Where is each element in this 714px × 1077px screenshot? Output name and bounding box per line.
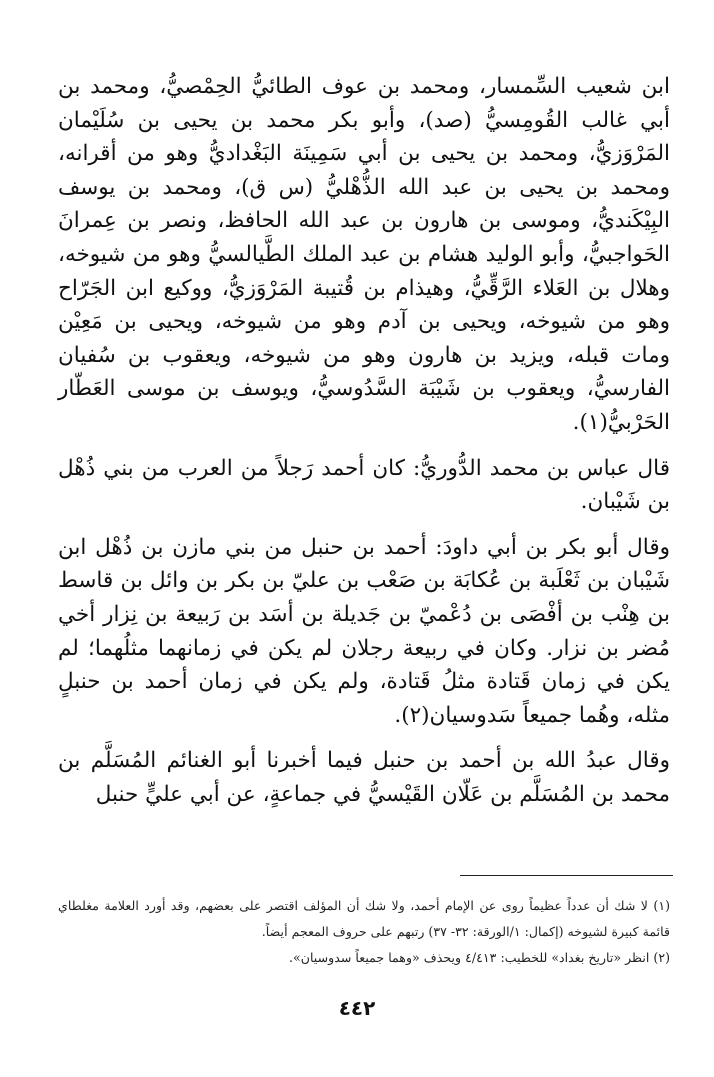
paragraph-2: قال عباس بن محمد الدُّوريُّ: كان أحمد رَجلاً من العرب من بني ذُهْل بن شَيْبان. <box>58 455 670 515</box>
paragraph-1: ابن شعيب السِّمسار، ومحمد بن عوف الطائيُّ الحِمْصيُّ، ومحمد بن أبي غالب القُومِسيُّ (صد)، وأبو بكر محمد بن يحيى بن سُلَيْمان المَرْوَزيُّ، ومحمد بن يحيى بن أبي سَمِينَة البَغْداديُّ وهو من أقرانه، ومحمد بن يحيى بن عبد الله الذُّهْليُّ (س ق)، ومحمد بن يوسف البِيْكَنديُّ، وموسى بن هارون بن عبد الله الحافظ، ونصر بن عِمرانَ الحَواجبيُّ، وأبو الوليد هشام بن عبد الملك الطَّيالسيُّ وهو من شيوخه، وهلال بن العَلاء الرَّقِّيُّ، وهيذام بن قُتيبة المَرْوَزيُّ، ووكيع ابن الجَرّاح وهو من شيوخه، ويحيى بن آدم وهو من شيوخه، ويحيى بن مَعِيْن ومات قبله، ويزيد بن هارون وهو من شيوخه، ويعقوب بن سُفيان الفارسيُّ، ويعقوب بن شَيْبَة السَّدُوسيُّ، ويوسف بن موسى العَطّار الحَرْبيُّ(١). <box>58 74 670 435</box>
footnote-divider <box>460 875 673 876</box>
page-number: ٤٤٢ <box>338 996 376 1020</box>
paragraph-3: وقال أبو بكر بن أبي داودَ: أحمد بن حنبل من بني مازن بن ذُهْل ابن شَيْبان بن ثَعْلَبة بن عُكابَة بن صَعْب بن عليّ بن بكر بن وائل بن قاسط بن هِنْب بن أفْصَى بن دُعْميّ بن جَديلة بن أسَد بن رَبيعة بن نِزار أخي مُضر بن نزار. وكان في ربيعة رجلان لم يكن في زمانهما مثلُهما؛ لم يكن في زمان قَتادة مثلُ قَتادة، ولم يكن في زمان أحمد بن حنبلٍ مثله، وهُما جميعاً سَدوسيان(٢). <box>58 534 670 728</box>
main-text <box>58 70 670 811</box>
footnotes <box>58 893 670 971</box>
footnote-2: (٢) انظر «تاريخ بغداد» للخطيب: ٤/٤١٣ ويحذف «وهما جميعاً سدوسيان». <box>289 950 670 965</box>
footnote-1: (١) لا شك أن عدداً عظيماً روى عن الإمام أحمد، ولا شك أن المؤلف اقتصر على بعضهم، وقد أورد العلامة مغلطاي قائمة كبيرة لشيوخه (إكمال: ١/الورقة: ٣٢- ٣٧) رتبهم على حروف المعجم أيضاً. <box>58 898 670 939</box>
paragraph-4: وقال عبدُ الله بن أحمد بن حنبل فيما أخبرنا أبو الغنائم المُسَلَّم بن محمد بن المُسَلَّم بن عَلّان القَيْسيُّ في جماعةٍ، عن أبي عليٍّ حنبل <box>58 748 670 807</box>
